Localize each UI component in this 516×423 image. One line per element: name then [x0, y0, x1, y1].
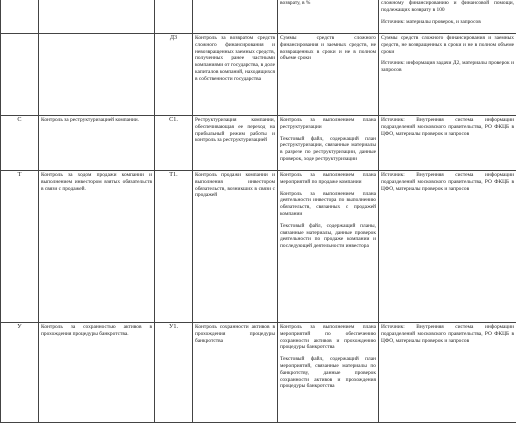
control-description-cell — [39, 34, 155, 116]
source-text: Суммы средств сложного финансирования и заемных средств, не возвращенных в сроки и не в полном объеме сроки — [381, 35, 514, 55]
source-text: Источник: Внутренняя система информации подразделений московского правительства, РО ФКЦБ в ЦФО, материалы проверок и запросов — [381, 324, 514, 344]
row-letter-cell — [1, 34, 39, 116]
control-description-cell: Контроль за ходом продажи компании и выполнением инвестором взятых обязательств в связи с продажей. — [39, 171, 155, 323]
task-code-cell: Т1. — [155, 171, 193, 323]
source-cell — [379, 323, 516, 423]
information-text: Текстовый файл, содержащий план мероприятий, связанные материалы по банкротству, данные проверок сохранности активов и прохождения процедуры банкротства — [280, 356, 376, 390]
table-row — [1, 0, 516, 34]
table-row — [1, 116, 516, 171]
row-letter-cell: Т — [1, 171, 39, 323]
source-text: сложному финансированию и финансовой помощи, подлежащих возврату в 100 — [381, 0, 514, 14]
source-cell — [379, 171, 516, 323]
task-description-cell — [193, 0, 278, 34]
information-text: Контроль за выполнением плана деятельности инвестора по выполнению обязательств, связанных с продажей компании — [280, 191, 376, 218]
source-text: Источник: Внутренняя система информации подразделений московского правительства, РО ФКЦБ в ЦФО, материалы проверок и запросов — [381, 172, 514, 192]
table-row — [1, 171, 516, 323]
source-text: Источник: Внутренняя система информации подразделений московского правительства, РО ФКЦБ в ЦФО, материалы проверок и запросов — [381, 117, 514, 137]
information-text: Контроль за выполнением плана мероприятий по обеспечению сохранности активов и прохождению процедуры банкротства — [280, 324, 376, 351]
source-text: Источник: материалы проверок, и запросов — [381, 19, 514, 26]
source-cell — [379, 116, 516, 171]
information-text: Контроль за выполнением плана реструктуризации — [280, 117, 376, 131]
control-description-cell — [39, 0, 155, 34]
source-text: Источник: информация задачи Д2, материалы проверок и запросов — [381, 60, 514, 74]
task-code-cell: Д3 — [155, 34, 193, 116]
information-text: Текстовый файл, содержащий планы, связанные материалы, данные проверок деятельности по продаже компании и последующей деятельности инвестора — [280, 223, 376, 250]
task-description-cell: Контроль сохранности активов в прохождения процедуры банкротства — [193, 323, 278, 423]
control-description-cell: Контроль за реструктуризацией компании. — [39, 116, 155, 171]
task-description-cell: Контроль продажи компании и выполнения инвестором обязательств, возникших в связи с продажей — [193, 171, 278, 323]
information-cell — [278, 116, 379, 171]
information-text: Текстовый файл, содержащий план реструктуризации, связанные материалы в разрезе по реструктуризации, данные проверок, ходе реструктуризации — [280, 136, 376, 163]
information-cell — [278, 323, 379, 423]
information-text: Контроль за выполнением плана мероприятий по продаже компании — [280, 172, 376, 186]
row-letter-cell: С — [1, 116, 39, 171]
source-cell — [379, 0, 516, 34]
information-text: возврату, в % — [280, 0, 376, 7]
information-cell — [278, 34, 379, 116]
source-cell — [379, 34, 516, 116]
task-code-cell: С1. — [155, 116, 193, 171]
table-row — [1, 323, 516, 423]
task-description-cell: Контроль за возвратом средств сложного финансирования и невозвращенных заемных средств, полученных ранее частными компаниями от государства, в доле капиталов компаний, находящихся в собственности государства — [193, 34, 278, 116]
row-letter-cell: У — [1, 323, 39, 423]
table-row — [1, 34, 516, 116]
control-description-cell: Контроль за сохранностью активов в прохождения процедуры банкротства. — [39, 323, 155, 423]
information-text: Суммы средств сложного финансирования и заемных средств, не возвращенных в сроки и не в полном объеме сроки — [280, 35, 376, 62]
task-description-cell: Реструктуризация компании, обеспечивающая ее переход на прибыльный режим работы и контроль за реструктуризацией — [193, 116, 278, 171]
row-letter-cell — [1, 0, 39, 34]
task-code-cell: У1. — [155, 323, 193, 423]
information-cell — [278, 0, 379, 34]
information-cell — [278, 171, 379, 323]
task-code-cell — [155, 0, 193, 34]
